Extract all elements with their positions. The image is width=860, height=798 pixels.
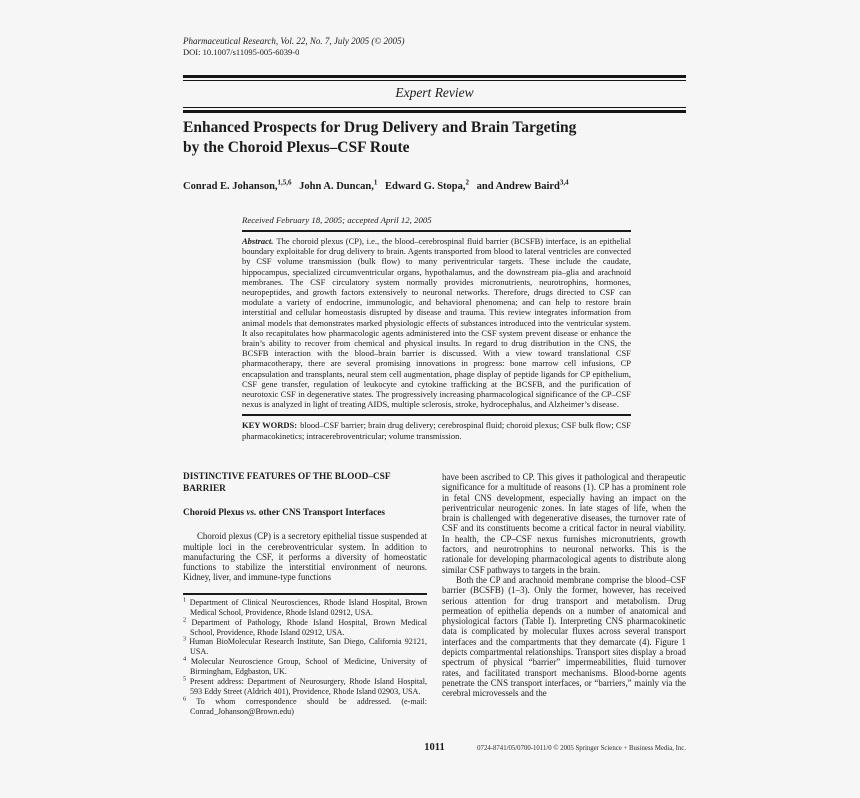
article-title-line1: Enhanced Prospects for Drug Delivery and Brain Targeting	[183, 119, 577, 136]
article-title-line2: by the Choroid Plexus–CSF Route	[183, 139, 410, 156]
footnotes-block	[183, 598, 427, 717]
copyright-line: 0724-8741/05/0700-1011/0 © 2005 Springer Science + Business Media, Inc.	[477, 745, 686, 752]
footnote-divider	[183, 593, 427, 595]
footnote-number: 3	[183, 635, 187, 643]
banner-title: Expert Review	[183, 80, 686, 108]
footnote-item	[183, 637, 427, 657]
abstract-rule-top	[242, 230, 631, 232]
left-column	[183, 472, 427, 717]
author	[183, 178, 292, 192]
journal-citation-line: Pharmaceutical Research, Vol. 22, No. 7, July 2005 (© 2005)	[183, 36, 405, 46]
footnote-number: 1	[183, 596, 187, 604]
author-name: John A. Duncan,	[299, 181, 374, 192]
body-paragraph: Both the CP and arachnoid membrane comprise the blood–CSF barrier (BCSFB) (1–3). Only the former, however, has received serious attention for drug transport and metabolism. Drug permeation of epithelia depends on a number of anatomical and physiological factors (Table I). Interpreting CNS pharmacokinetic data is complicated by molecular fluxes across several transport interfaces and the compartments that they demarcate (4). Figure 1 depicts compartmental relationships. Transport sites display a broad spectrum of physical “barrier” impermeabilities, fluid turnover rates, and facilitated transport mechanisms. Blood-borne agents penetrate the CNS transport interfaces, or “barriers,” mainly via the cerebral microvessels and the	[442, 574, 686, 699]
abstract-text: The choroid plexus (CP), i.e., the blood–cerebrospinal fluid barrier (BCSFB) interface, is an epithelial boundary exploitable for drug delivery to brain. Agents transported from blood to lateral ventricles are convected by CSF volume transmission (bulk flow) to many periventricular targets. These include the caudate, hippocampus, specialized circumventricular organs, hypothalamus, and the downstream pia–glia and arachnoid membranes. The CSF circulatory system normally provides micronutrients, neurotrophins, hormones, neuropeptides, and growth factors extensively to neuronal networks. Therefore, drugs directed to CSF can modulate a variety of endocrine, immunologic, and behavioral phenomena; and can help to restore brain interstitial and cellular homeostasis disrupted by disease and trauma. This review integrates information from animal models that demonstrates marked physiologic effects of substances introduced into the ventricular system. It also recapitulates how pharmacologic agents administered into the CSF system prevent disease or enhance the brain’s ability to recover from chemical and physical insults. In regard to drug distribution in the CNS, the BCSFB interaction with the blood–brain barrier is discussed. With a view toward translational CSF pharmacotherapy, there are several promising innovations in progress: bone marrow cell infusions, CP encapsulation and transplants, neural stem cell augmentation, phage display of peptide ligands for CP epithelium, CSF gene transfer, regulation of leukocyte and cytokine trafficking at the BCSFB, and the purification of neurotoxic CSF in degenerative states. The progressively increasing pharmacological significance of the CP–CSF nexus is analyzed in light of treating AIDS, multiple sclerosis, stroke, hydrocephalus, and Alzheimer’s disease.	[242, 236, 631, 410]
footnote-text: To whom correspondence should be addressed. (e-mail: Conrad_Johanson@Brown.edu)	[190, 696, 427, 716]
footnote-item	[183, 657, 427, 677]
footnote-number: 2	[183, 615, 187, 623]
expert-review-banner	[183, 75, 686, 113]
footnote-item	[183, 598, 427, 618]
footnote-item	[183, 677, 427, 697]
subsection-heading-vs: vs.	[246, 508, 257, 518]
subsection-heading-pre: Choroid Plexus	[183, 508, 247, 518]
author-name: and Andrew Baird	[476, 181, 560, 192]
abstract-label: Abstract.	[242, 236, 274, 246]
footnote-number: 4	[183, 655, 187, 663]
abstract-rule-bottom	[242, 414, 631, 416]
doi-line: DOI: 10.1007/s11095-005-6039-0	[183, 46, 300, 57]
section-heading: DISTINCTIVE FEATURES OF THE BLOOD–CSF BARRIER	[183, 472, 391, 494]
body-columns	[183, 472, 686, 717]
subsection-heading	[183, 508, 427, 518]
page-number: 1011	[424, 742, 445, 753]
keywords-paragraph	[242, 420, 631, 441]
author	[476, 178, 569, 192]
page-footer	[183, 742, 686, 758]
footnote-number: 6	[183, 695, 187, 703]
author	[299, 178, 378, 192]
body-paragraph: Choroid plexus (CP) is a secretory epithelial tissue suspended at multiple loci in the cerebroventricular system. In addition to manufacturing the CSF, it performs a diversity of homeostatic functions to stabilize the interstitial environment of neurons. Kidney, liver, and immune-type functions	[183, 531, 427, 583]
footnote-item	[183, 697, 427, 717]
author-affiliation-sup: 2	[465, 178, 470, 187]
footnote-text: Department of Clinical Neurosciences, Rhode Island Hospital, Brown Medical School, Providence, Rhode Island 02912, USA.	[189, 597, 427, 617]
author-affiliation-sup: 1,5,6	[277, 178, 292, 187]
footnote-text: Human BioMolecular Research Institute, San Diego, California 92121, USA.	[189, 637, 427, 657]
right-column	[442, 472, 686, 717]
abstract-block	[242, 215, 631, 450]
author-name: Edward G. Stopa,	[384, 181, 466, 192]
footnote-text: Department of Pathology, Rhode Island Hospital, Brown Medical School, Providence, Rhode Island 02912, USA.	[190, 617, 427, 637]
keywords-label: KEY WORDS:	[242, 420, 298, 431]
footnote-item	[183, 615, 427, 638]
abstract-paragraph	[242, 236, 631, 409]
author-affiliation-sup: 1	[373, 178, 378, 187]
subsection-heading-post: other CNS Transport Interfaces	[256, 508, 386, 518]
footnote-text: Present address: Department of Neurosurgery, Rhode Island Hospital, 593 Eddy Street (Aldrich 401), Providence, Rhode Island 02903, USA.	[189, 677, 427, 696]
journal-header	[183, 36, 404, 57]
article-title	[183, 118, 686, 158]
footnote-number: 5	[183, 675, 187, 683]
author	[384, 178, 470, 192]
authors-line	[183, 178, 686, 192]
author-affiliation-sup: 3,4	[559, 178, 569, 187]
author-name: Conrad E. Johanson,	[183, 181, 278, 192]
received-accepted-line: Received February 18, 2005; accepted April 12, 2005	[242, 215, 432, 225]
footnote-text: Molecular Neuroscience Group, School of Medicine, University of Birmingham, Edgbaston, UK.	[190, 657, 427, 677]
keywords-text: blood–CSF barrier; brain drug delivery; cerebrospinal fluid; choroid plexus; CSF bulk flow; CSF pharmacokinetics; intracerebroventricular; volume transmission.	[242, 420, 631, 441]
body-paragraph: have been ascribed to CP. This gives it pathological and therapeutic significance for a multitude of reasons (1). CP has a prominent role in fetal CNS development, especially having an impact on the periventricular neurogenic zones. In late stages of life, when the brain is challenged with degenerative diseases, the turnover rate of CSF and its constituents become a critical factor in neural viability. In health, the CP–CSF nexus furnishes micronutrients, growth factors, and neurotrophins to neuronal networks. This is the rationale for developing pharmacological agents to distribute along similar CSF pathways to targets in the brain.	[442, 472, 686, 575]
